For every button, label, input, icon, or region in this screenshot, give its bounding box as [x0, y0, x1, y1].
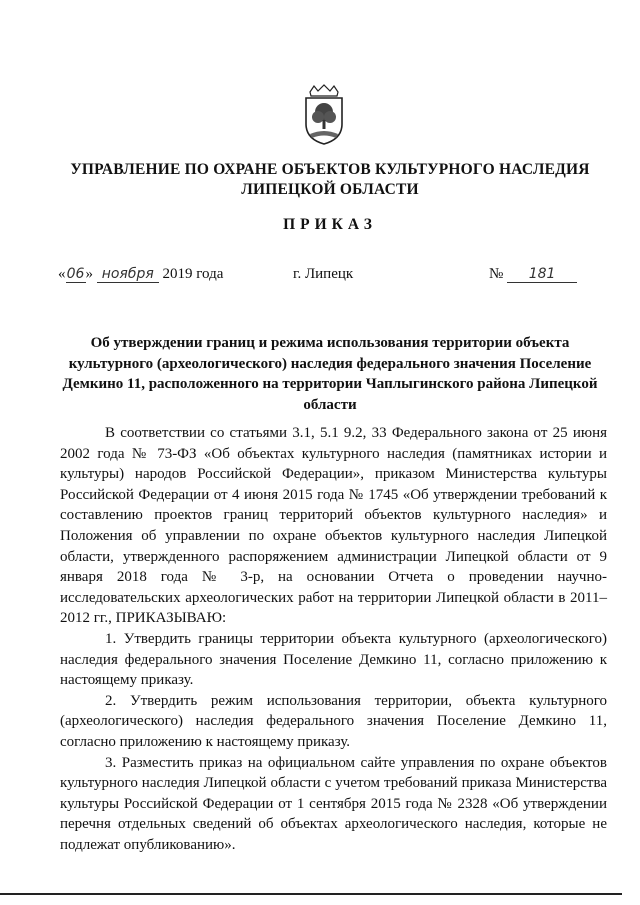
organization-name-line-2: ЛИПЕЦКОЙ ОБЛАСТИ — [241, 181, 419, 198]
number-sign: № — [489, 266, 504, 282]
date-year: 2019 года — [162, 266, 224, 282]
date-day: 06 — [66, 266, 85, 282]
order-title: Об утверждении границ и режима использования территории объекта культурного (археологического) наследия федерального значения Поселение Демкино 11, расположенного на территории Чаплыгинского района Липецкой области — [62, 335, 598, 413]
date-field — [58, 266, 223, 283]
coat-of-arms-emblem — [300, 84, 348, 146]
organization-name-line-1: УПРАВЛЕНИЕ ПО ОХРАНЕ ОБЪЕКТОВ КУЛЬТУРНОГО НАСЛЕДИЯ — [70, 161, 590, 178]
date-open-quote: « — [58, 266, 66, 282]
date-close-quote: » — [85, 266, 93, 282]
city: г. Липецк — [293, 266, 354, 282]
order-body — [60, 423, 607, 855]
document-type: ПРИКАЗ — [283, 216, 377, 233]
order-item-2: 2. Утвердить режим использования территории, объекта культурного (археологического) наследия федерального значения Поселение Демкино 11, согласно приложению к настоящему приказу. — [60, 692, 607, 750]
date-month: ноября — [97, 267, 159, 283]
scan-edge-line — [0, 893, 622, 895]
order-item-1: 1. Утвердить границы территории объекта культурного (археологического) наследия федерального значения Поселение Демкино 11, согласно приложению к настоящему приказу. — [60, 630, 607, 689]
order-number-field — [489, 266, 577, 283]
order-item-3: 3. Разместить приказ на официальном сайте управления по охране объектов культурного наследия Липецкой области с учетом требований приказа Министерства культуры Российской Федерации от 1 сентября 2015 года № 2328 «Об утверждении перечня отдельных сведений об объектах археологического наследия, которые не подлежат опубликованию». — [60, 754, 607, 853]
preamble-paragraph: В соответствии со статьями 3.1, 5.1 9.2, 33 Федерального закона от 25 июня 2002 года № 73-ФЗ «Об объектах культурного наследия (памятниках истории и культуры) народов Российской Федерации», приказом Министерства культуры Российской Федерации от 4 июня 2015 года № 1745 «Об утверждении требований к составлению проектов границ территорий объектов культурного наследия» и Положения об управлении по охране объектов культурного наследия Липецкой области, утвержденного распоряжением администрации Липецкой области от 9 января 2018 года № 3-р, на основании Отчета о проведении научно-исследовательских археологических работ на территории Липецкой области в 2011–2012 гг., ПРИКАЗЫВАЮ: — [60, 425, 607, 627]
order-number: 181 — [507, 267, 577, 283]
